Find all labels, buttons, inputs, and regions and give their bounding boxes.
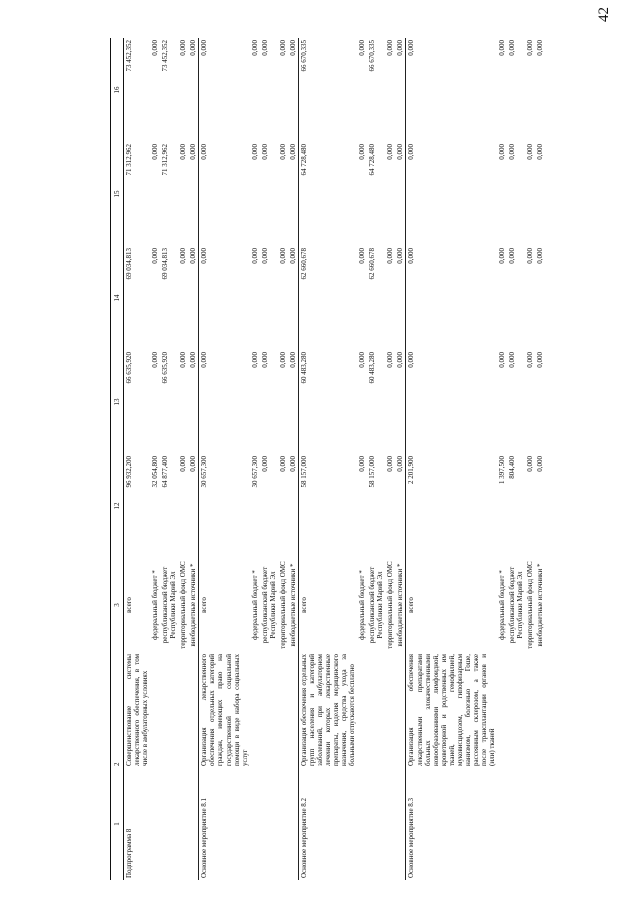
description-cell bbox=[357, 652, 367, 768]
value-cell: 0,000 bbox=[386, 40, 395, 56]
value-cell: 0,000 bbox=[278, 144, 287, 160]
program-name-cell bbox=[525, 768, 535, 880]
table-row bbox=[250, 38, 260, 880]
program-name-cell bbox=[178, 768, 188, 880]
value-cell: 2 201,900 bbox=[406, 454, 497, 558]
value-cell: 0,000 bbox=[250, 144, 259, 160]
funding-source-cell: территориальный фонд ОМС bbox=[526, 561, 535, 649]
value-cell: 0,000 bbox=[526, 144, 535, 160]
value-cell: 0,000 bbox=[260, 248, 269, 264]
value-cell: 0,000 bbox=[151, 40, 160, 56]
value-cell: 0,000 bbox=[536, 456, 545, 472]
value-cell: 0,000 bbox=[189, 144, 198, 160]
value-cell: 0,000 bbox=[189, 352, 198, 368]
value-cell: 0,000 bbox=[536, 144, 545, 160]
program-name-cell bbox=[507, 768, 525, 880]
value-cell: 0,000 bbox=[278, 40, 287, 56]
program-name-cell bbox=[150, 768, 160, 880]
value-cell: 1 397,500 bbox=[497, 456, 506, 484]
value-cell: 0,000 bbox=[497, 352, 506, 368]
funding-source-cell: республиканский бюджет Республики Марий Эл bbox=[508, 566, 525, 644]
value-cell: 73 452,352 bbox=[161, 40, 170, 72]
program-name-cell bbox=[288, 768, 299, 880]
value-cell: 0,000 bbox=[199, 350, 250, 454]
value-cell: 0,000 bbox=[179, 456, 188, 472]
value-cell: 66 635,920 bbox=[125, 352, 133, 384]
value-cell: 0,000 bbox=[189, 40, 198, 56]
table-row bbox=[288, 38, 299, 880]
budget-table bbox=[110, 38, 545, 880]
table-row bbox=[124, 38, 151, 880]
value-cell: 0,000 bbox=[199, 246, 250, 350]
description-cell: Организация обеспечения отдельных групп населения и категорий заболеваний, при амбулаторном лечении которых лекарственные препараты, изделия медицинского назначения, средства ухода за больными отпускаются бесплатно bbox=[299, 654, 357, 766]
value-cell: 0,000 bbox=[396, 456, 405, 472]
col-header-15: 15 bbox=[111, 142, 124, 246]
value-cell: 58 157,000 bbox=[298, 454, 357, 558]
value-cell: 66 670,335 bbox=[368, 40, 377, 72]
value-cell: 0,000 bbox=[179, 144, 188, 160]
value-cell: 0,000 bbox=[189, 456, 198, 472]
value-cell: 0,000 bbox=[526, 248, 535, 264]
col-header-12: 12 bbox=[111, 454, 124, 558]
value-cell: 0,000 bbox=[536, 352, 545, 368]
funding-source-cell: всего bbox=[298, 558, 357, 652]
value-cell: 0,000 bbox=[406, 246, 497, 350]
value-cell: 0,000 bbox=[396, 40, 405, 56]
description-cell bbox=[535, 652, 545, 768]
table-row bbox=[357, 38, 367, 880]
program-name-cell bbox=[160, 768, 178, 880]
funding-source-cell: внебюджетные источники * bbox=[536, 563, 545, 647]
value-cell: 0,000 bbox=[260, 40, 269, 56]
value-cell: 0,000 bbox=[386, 352, 395, 368]
value-cell: 0,000 bbox=[151, 352, 160, 368]
description-cell bbox=[278, 652, 288, 768]
value-cell: 0,000 bbox=[288, 40, 297, 56]
table-row bbox=[497, 38, 507, 880]
table-row bbox=[199, 38, 250, 880]
funding-source-cell: территориальный фонд ОМС bbox=[278, 561, 287, 649]
value-cell: 0,000 bbox=[288, 144, 297, 160]
program-name-cell bbox=[367, 768, 385, 880]
value-cell: 0,000 bbox=[199, 38, 250, 142]
value-cell: 0,000 bbox=[358, 352, 367, 368]
table-row bbox=[367, 38, 385, 880]
funding-source-cell: республиканский бюджет Республики Марий Эл bbox=[368, 566, 385, 644]
description-cell bbox=[497, 652, 507, 768]
description-cell bbox=[160, 652, 178, 768]
value-cell: 71 312,962 bbox=[125, 144, 133, 176]
value-cell: 64 728,480 bbox=[298, 142, 357, 246]
rotated-table-container bbox=[110, 40, 556, 880]
value-cell: 0,000 bbox=[406, 142, 497, 246]
value-cell: 0,000 bbox=[386, 144, 395, 160]
value-cell: 0,000 bbox=[179, 40, 188, 56]
value-cell: 0,000 bbox=[497, 248, 506, 264]
table-row bbox=[385, 38, 395, 880]
value-cell: 0,000 bbox=[526, 352, 535, 368]
col-header-1: 1 bbox=[111, 768, 124, 880]
value-cell: 0,000 bbox=[396, 248, 405, 264]
description-cell bbox=[395, 652, 406, 768]
funding-source-cell: республиканский бюджет Республики Марий Эл bbox=[161, 566, 178, 644]
value-cell: 64 728,480 bbox=[368, 144, 377, 176]
value-cell: 30 657,300 bbox=[250, 456, 259, 488]
value-cell: 32 054,800 bbox=[151, 456, 160, 488]
description-cell: Совершенствование системы лекарственного обеспечения, в том числе в амбулаторных условиях bbox=[125, 654, 150, 766]
value-cell: 0,000 bbox=[250, 40, 259, 56]
funding-source-cell: федеральный бюджет * bbox=[250, 570, 259, 640]
value-cell: 0,000 bbox=[288, 352, 297, 368]
value-cell: 0,000 bbox=[250, 352, 259, 368]
program-name-cell bbox=[278, 768, 288, 880]
value-cell: 0,000 bbox=[179, 352, 188, 368]
value-cell: 73 452,352 bbox=[125, 40, 133, 72]
funding-source-cell: всего bbox=[125, 597, 133, 613]
funding-source-cell: всего bbox=[199, 558, 250, 652]
program-name-cell bbox=[395, 768, 406, 880]
program-name-cell: Основное мероприятие 8.3 bbox=[406, 768, 497, 880]
value-cell: 0,000 bbox=[497, 144, 506, 160]
col-header-16: 16 bbox=[111, 38, 124, 142]
value-cell: 0,000 bbox=[260, 456, 269, 472]
value-cell: 0,000 bbox=[386, 456, 395, 472]
program-name-cell bbox=[535, 768, 545, 880]
value-cell: 0,000 bbox=[508, 352, 517, 368]
funding-source-cell: внебюджетные источники * bbox=[189, 563, 198, 647]
description-cell bbox=[385, 652, 395, 768]
program-name-cell: Основное мероприятие 8.1 bbox=[199, 768, 250, 880]
value-cell: 0,000 bbox=[358, 248, 367, 264]
description-cell bbox=[288, 652, 299, 768]
description-cell bbox=[507, 652, 525, 768]
table-row bbox=[395, 38, 406, 880]
value-cell: 0,000 bbox=[497, 40, 506, 56]
col-header-13: 13 bbox=[111, 350, 124, 454]
value-cell: 0,000 bbox=[288, 248, 297, 264]
table-row bbox=[178, 38, 188, 880]
value-cell: 0,000 bbox=[358, 456, 367, 472]
program-name-cell bbox=[250, 768, 260, 880]
value-cell: 30 657,300 bbox=[199, 454, 250, 558]
value-cell: 0,000 bbox=[358, 40, 367, 56]
value-cell: 0,000 bbox=[406, 38, 497, 142]
funding-source-cell: территориальный фонд ОМС bbox=[386, 561, 395, 649]
value-cell: 69 034,813 bbox=[161, 248, 170, 280]
value-cell: 0,000 bbox=[526, 456, 535, 472]
table-row bbox=[406, 38, 497, 880]
value-cell: 0,000 bbox=[508, 248, 517, 264]
funding-source-cell: внебюджетные источники * bbox=[288, 563, 297, 647]
value-cell: 66 670,335 bbox=[298, 38, 357, 142]
table-row bbox=[160, 38, 178, 880]
value-cell: 0,000 bbox=[151, 248, 160, 264]
col-header-2: 2 bbox=[111, 652, 124, 768]
table-row bbox=[260, 38, 278, 880]
funding-source-cell: федеральный бюджет * bbox=[497, 570, 506, 640]
program-name-cell bbox=[260, 768, 278, 880]
program-name-cell bbox=[357, 768, 367, 880]
page-number: 42 bbox=[596, 7, 612, 22]
value-cell: 96 932,200 bbox=[125, 456, 133, 488]
value-cell: 0,000 bbox=[278, 352, 287, 368]
description-cell bbox=[188, 652, 199, 768]
value-cell: 0,000 bbox=[508, 40, 517, 56]
value-cell: 0,000 bbox=[260, 144, 269, 160]
table-row bbox=[150, 38, 160, 880]
value-cell: 66 635,920 bbox=[161, 352, 170, 384]
description-cell bbox=[250, 652, 260, 768]
value-cell: 0,000 bbox=[396, 144, 405, 160]
value-cell: 0,000 bbox=[151, 144, 160, 160]
description-cell bbox=[525, 652, 535, 768]
table-row bbox=[188, 38, 199, 880]
description-cell bbox=[178, 652, 188, 768]
table-row bbox=[507, 38, 525, 880]
value-cell: 0,000 bbox=[386, 248, 395, 264]
value-cell: 0,000 bbox=[536, 40, 545, 56]
program-name-cell bbox=[385, 768, 395, 880]
value-cell: 60 483,280 bbox=[298, 350, 357, 454]
funding-source-cell: федеральный бюджет * bbox=[151, 570, 160, 640]
value-cell: 0,000 bbox=[189, 248, 198, 264]
program-name-cell: Основное мероприятие 8.2 bbox=[298, 768, 357, 880]
value-cell: 0,000 bbox=[260, 352, 269, 368]
description-cell: Организация обеспечения лекарственными препаратами больных злокачественными новообразованиями лимфоидной, кроветворной и родственных им тканей, гемофилией, муковисцидозом, гипофизарным нанизмом, болезнью Гоше, рассеянным склерозом, а также после трансплантации органов и (или) тканей bbox=[407, 654, 496, 766]
funding-source-cell: внебюджетные источники * bbox=[396, 563, 405, 647]
table-body bbox=[124, 38, 546, 880]
value-cell: 0,000 bbox=[278, 248, 287, 264]
value-cell: 0,000 bbox=[278, 456, 287, 472]
value-cell: 62 660,678 bbox=[368, 248, 377, 280]
value-cell: 64 877,400 bbox=[161, 456, 170, 488]
table-row bbox=[298, 38, 357, 880]
value-cell: 0,000 bbox=[406, 350, 497, 454]
funding-source-cell: федеральный бюджет * bbox=[358, 570, 367, 640]
value-cell: 0,000 bbox=[288, 456, 297, 472]
value-cell: 0,000 bbox=[396, 352, 405, 368]
col-header-3: 3 bbox=[111, 558, 124, 652]
header-row bbox=[111, 38, 124, 880]
value-cell: 60 483,280 bbox=[368, 352, 377, 384]
value-cell: 0,000 bbox=[358, 144, 367, 160]
program-name-cell bbox=[497, 768, 507, 880]
program-name-cell: Подпрограмма 8 bbox=[125, 828, 133, 878]
col-header-14: 14 bbox=[111, 246, 124, 350]
value-cell: 0,000 bbox=[536, 248, 545, 264]
description-cell bbox=[150, 652, 160, 768]
value-cell: 58 157,000 bbox=[368, 456, 377, 488]
table-row bbox=[535, 38, 545, 880]
description-cell bbox=[367, 652, 385, 768]
table-row bbox=[278, 38, 288, 880]
value-cell: 71 312,962 bbox=[161, 144, 170, 176]
description-cell: Организация лекарственного обеспечения отдельных категорий граждан, имеющих право на государственной социальной помощи в виде набора социальных услуг bbox=[200, 654, 249, 766]
value-cell: 62 660,678 bbox=[298, 246, 357, 350]
funding-source-cell: территориальный фонд ОМС bbox=[179, 561, 188, 649]
value-cell: 0,000 bbox=[526, 40, 535, 56]
table-row bbox=[525, 38, 535, 880]
value-cell: 804,400 bbox=[508, 456, 517, 479]
value-cell: 69 034,813 bbox=[125, 248, 133, 280]
value-cell: 0,000 bbox=[179, 248, 188, 264]
description-cell bbox=[260, 652, 278, 768]
value-cell: 0,000 bbox=[250, 248, 259, 264]
value-cell: 0,000 bbox=[199, 142, 250, 246]
value-cell: 0,000 bbox=[508, 144, 517, 160]
funding-source-cell: республиканский бюджет Республики Марий Эл bbox=[260, 566, 277, 644]
program-name-cell bbox=[188, 768, 199, 880]
funding-source-cell: всего bbox=[406, 558, 497, 652]
